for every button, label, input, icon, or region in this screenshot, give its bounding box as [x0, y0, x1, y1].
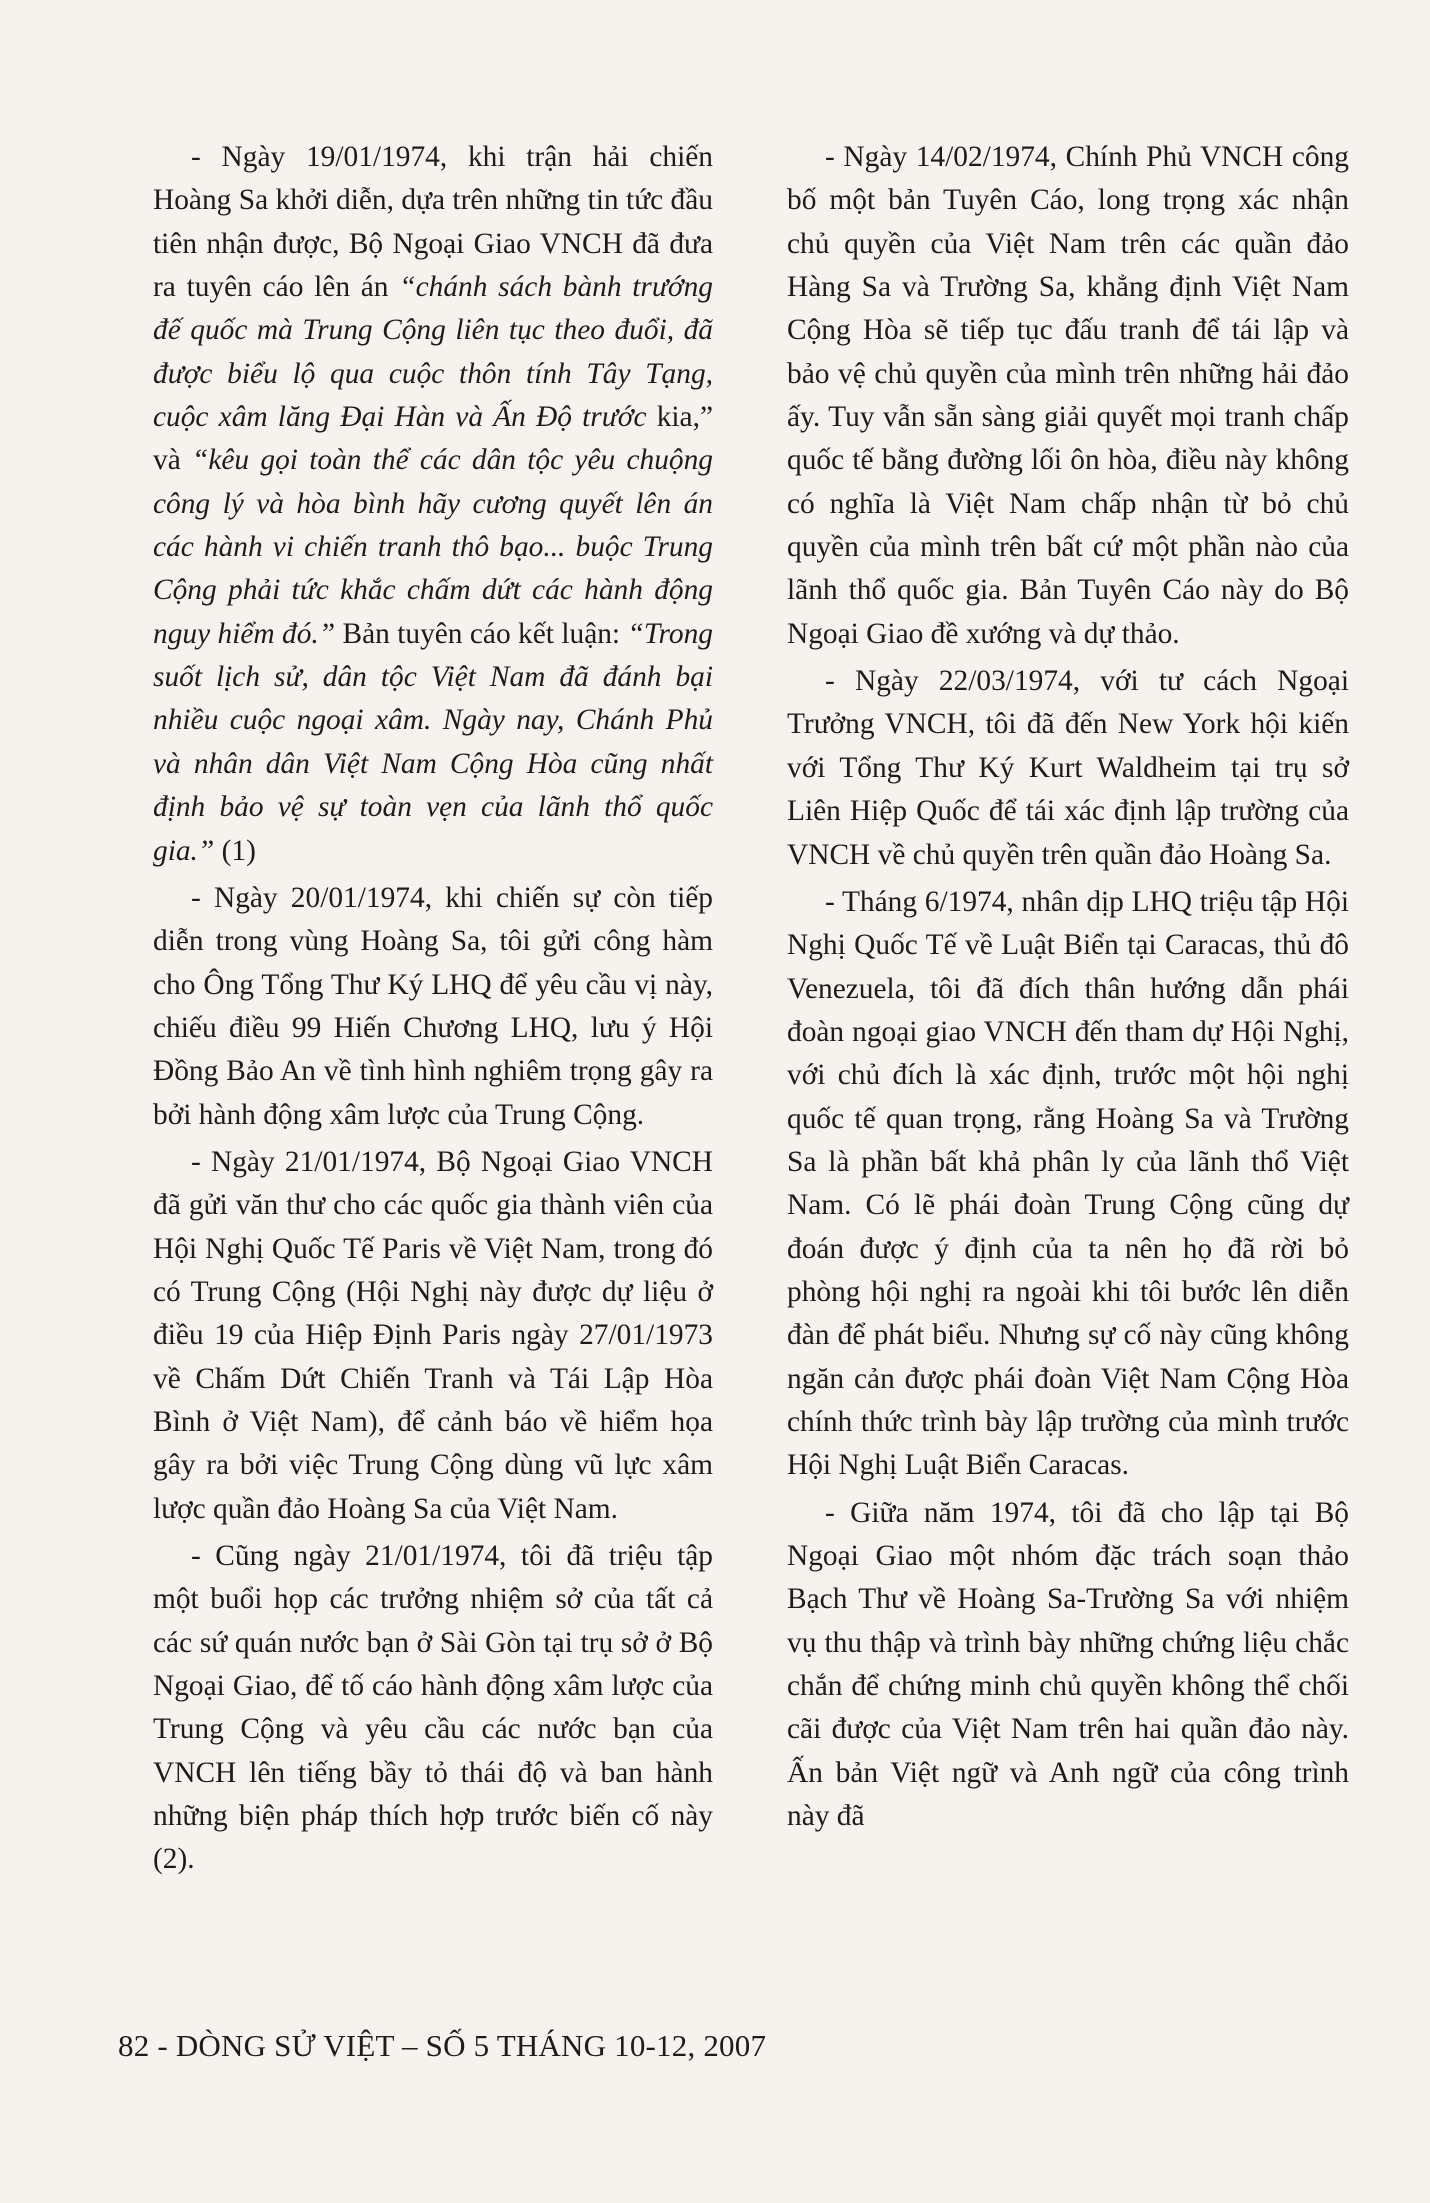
page-footer: 82 - DÒNG SỬ VIỆT – SỐ 5 THÁNG 10-12, 2007 — [118, 2028, 767, 2063]
quoted-text: “kêu gọi toàn thể các dân tộc yêu chuộng công lý và hòa bình hãy cương quyết lên án các hành vi chiến tranh thô bạo... buộc Trung Cộng phải tức khắc chấm dứt các hành động nguy hiểm đó.” — [153, 444, 713, 650]
paragraph-jan-20-1974: - Ngày 20/01/1974, khi chiến sự còn tiếp diễn trong vùng Hoàng Sa, tôi gửi công hàm cho Ông Tổng Thư Ký LHQ để yêu cầu vị này, chiếu điều 99 Hiến Chương LHQ, lưu ý Hội Đồng Bảo An về tình hình nghiêm trọng gây ra bởi hành động xâm lược của Trung Cộng. — [153, 881, 713, 1131]
paragraph-jan-21-1974: - Ngày 21/01/1974, Bộ Ngoại Giao VNCH đã gửi văn thư cho các quốc gia thành viên của Hội Nghị Quốc Tế Paris về Việt Nam, trong đó có Trung Cộng (Hội Nghị này được dự liệu ở điều 19 của Hiệp Định Paris ngày 27/01/1973 về Chấm Dứt Chiến Tranh và Tái Lập Hòa Bình ở Việt Nam), để cảnh báo về hiểm họa gây ra bởi việc Trung Cộng dùng vũ lực xâm lược quần đảo Hoàng Sa của Việt Nam. — [153, 1145, 713, 1525]
body-text: (1) — [214, 834, 256, 867]
left-column — [153, 136, 713, 1882]
body-text: - Ngày 19/01/1974, khi trận hải chiến Hoàng Sa khởi diễn, dựa trên những tin tức đầu tiên nhận được, Bộ Ngoại Giao VNCH đã đưa ra tuyên cáo lên án — [153, 141, 713, 304]
quoted-text: “Trong suốt lịch sử, dân tộc Việt Nam đã đánh bại nhiều cuộc ngoại xâm. Ngày nay, Chánh Phủ và nhân dân Việt Nam Cộng Hòa cũng nhất định bảo vệ sự toàn vẹn của lãnh thổ quốc gia.” — [153, 617, 713, 867]
paragraph-feb-14-1974: - Ngày 14/02/1974, Chính Phủ VNCH công bố một bản Tuyên Cáo, long trọng xác nhận chủ quyền của Việt Nam trên các quần đảo Hàng Sa và Trường Sa, khẳng định Việt Nam Cộng Hòa sẽ tiếp tục đấu tranh để tái lập và bảo vệ chủ quyền của mình trên những hải đảo ấy. Tuy vẫn sẵn sàng giải quyết mọi tranh chấp quốc tế bằng đường lối ôn hòa, điều này không có nghĩa là Việt Nam chấp nhận từ bỏ chủ quyền của mình trên bất cứ một phần nào của lãnh thổ quốc gia. Bản Tuyên Cáo này do Bộ Ngoại Giao đề xướng và dự thảo. — [787, 141, 1349, 650]
paragraph-mar-22-1974: - Ngày 22/03/1974, với tư cách Ngoại Trưởng VNCH, tôi đã đến New York hội kiến với Tổng Thư Ký Kurt Waldheim tại trụ sở Liên Hiệp Quốc để tái xác định lập trường của VNCH về chủ quyền trên quần đảo Hoàng Sa. — [787, 665, 1349, 871]
right-column — [787, 136, 1349, 1838]
body-text: Bản tuyên cáo kết luận: — [335, 617, 628, 650]
quoted-text: “chánh sách bành trướng đế quốc mà Trung Cộng liên tục theo đuổi, đã được biểu lộ qua cuộc thôn tính Tây Tạng, cuộc xâm lăng Đại Hàn và Ấn Độ trước — [153, 271, 713, 434]
paragraph-mid-1974: - Giữa năm 1974, tôi đã cho lập tại Bộ Ngoại Giao một nhóm đặc trách soạn thảo Bạch Thư về Hoàng Sa-Trường Sa với nhiệm vụ thu thập và trình bày những chứng liệu chắc chắn để chứng minh chủ quyền không thể chối cãi được của Việt Nam trên hai quần đảo này. Ấn bản Việt ngữ và Anh ngữ của công trình này đã — [787, 1496, 1349, 1833]
body-text: kia,” và — [153, 401, 713, 477]
paragraph-jan-21-1974-meeting: - Cũng ngày 21/01/1974, tôi đã triệu tập một buổi họp các trưởng nhiệm sở của tất cả các sứ quán nước bạn ở Sài Gòn tại trụ sở ở Bộ Ngoại Giao, để tố cáo hành động xâm lược của Trung Cộng và yêu cầu các nước bạn của VNCH lên tiếng bầy tỏ thái độ và ban hành những biện pháp thích hợp trước biến cố này (2). — [153, 1540, 713, 1876]
paragraph-june-1974: - Tháng 6/1974, nhân dịp LHQ triệu tập Hội Nghị Quốc Tế về Luật Biển tại Caracas, thủ đô Venezuela, tôi đã đích thân hướng dẫn phái đoàn ngoại giao VNCH đến tham dự Hội Nghị, với chủ đích là xác định, trước một hội nghị quốc tế quan trọng, rằng Hoàng Sa và Trường Sa là phần bất khả phân ly của lãnh thổ Việt Nam. Có lẽ phái đoàn Trung Cộng cũng dự đoán được ý định của ta nên họ đã rời bỏ phòng hội nghị ra ngoài khi tôi bước lên diễn đàn để phát biểu. Nhưng sự cố này cũng không ngăn cản được phái đoàn Việt Nam Cộng Hòa chính thức trình bày lập trường của mình trước Hội Nghị Luật Biển Caracas. — [787, 885, 1349, 1482]
paragraph-jan-19-1974 — [153, 136, 713, 873]
